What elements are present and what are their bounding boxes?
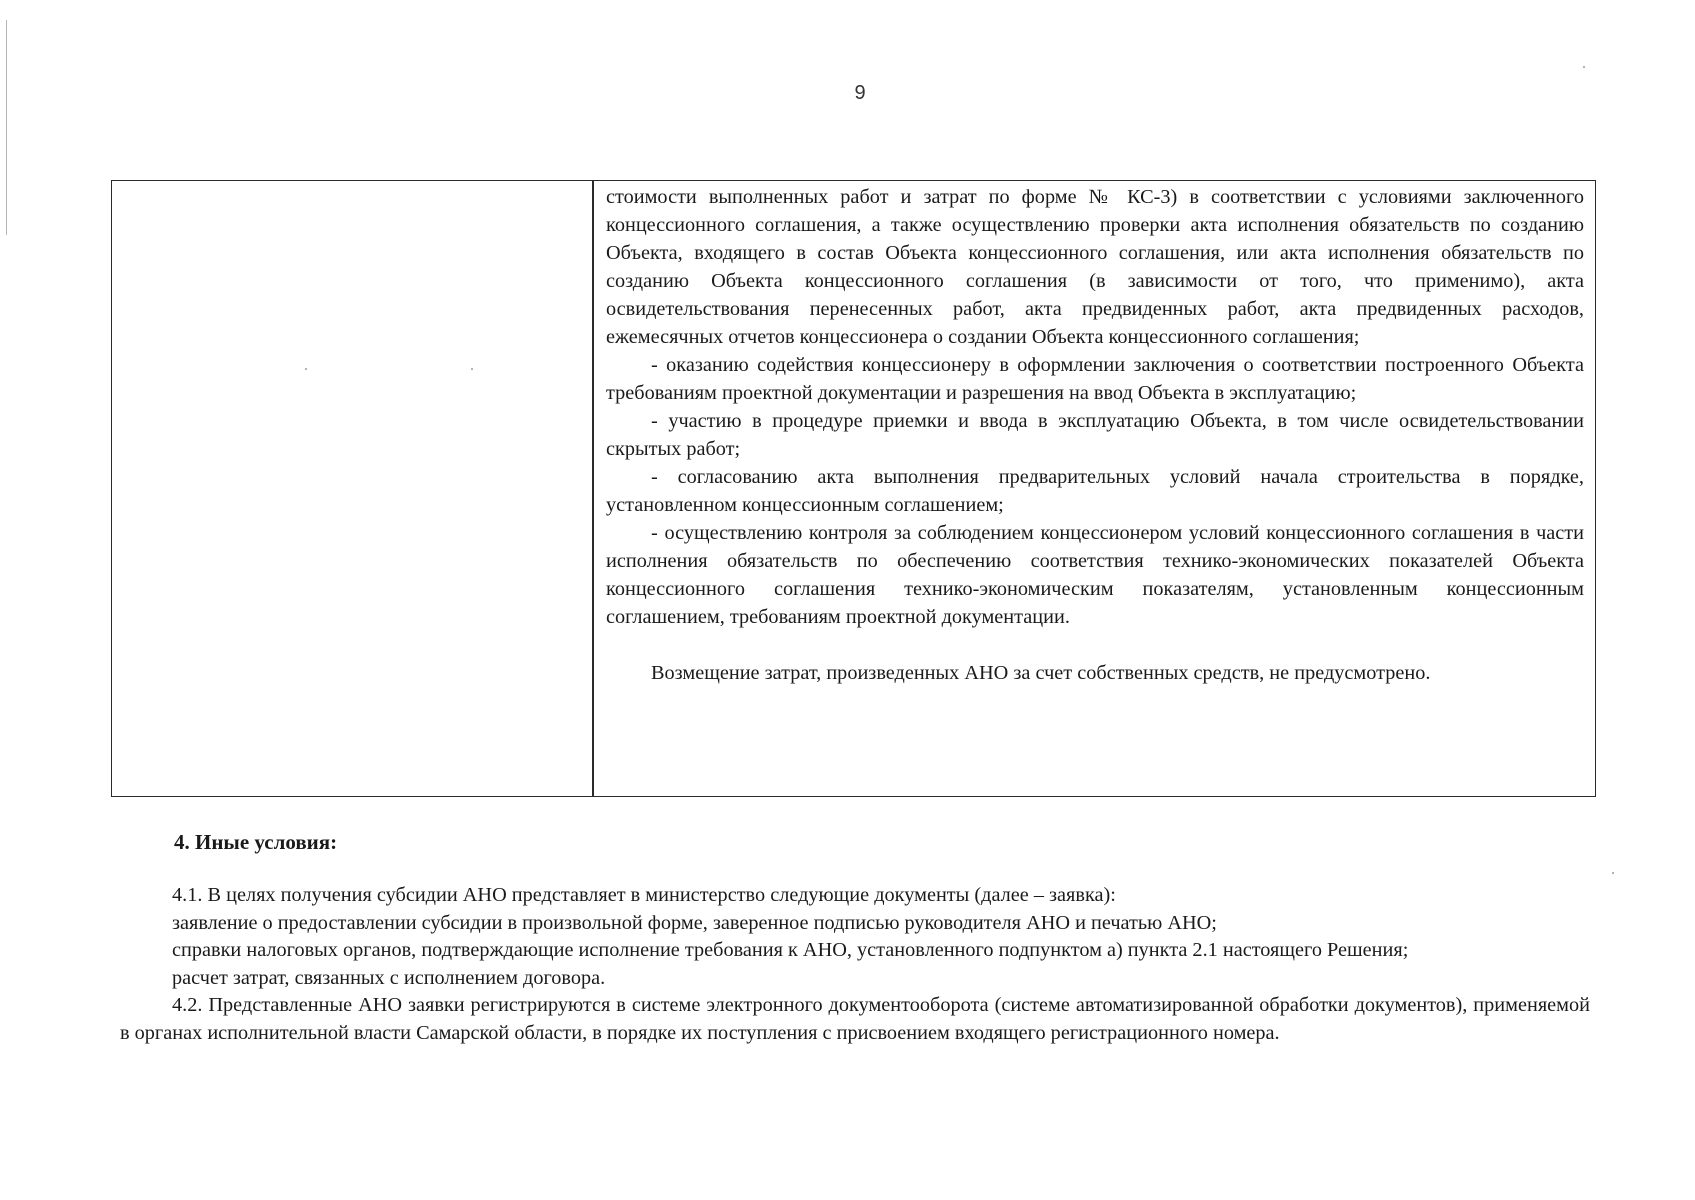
scan-speck bbox=[305, 368, 307, 370]
section-paragraph: справки налоговых органов, подтверждающие исполнение требования к АНО, установленного подпунктом а) пункта 2.1 настоящего Решения; bbox=[172, 939, 1409, 961]
scan-speck bbox=[471, 368, 473, 370]
conditions-table bbox=[111, 180, 1596, 797]
table-paragraph: стоимости выполненных работ и затрат по форме № КС-3) в соответствии с условиями заключенного концессионного соглашения, а также осуществлению проверки акта исполнения обязательств по созданию Объекта, входящего в состав Объекта концессионного соглашения, или акта исполнения обязательств по созданию Объекта концессионного соглашения (в зависимости от того, что применимо), акта освидетельствования перенесенных работ, акта предвиденных работ, акта предвиденных расходов, ежемесячных отчетов концессионера о создании Объекта концессионного соглашения; bbox=[606, 186, 1584, 348]
table-paragraph: - осуществлению контроля за соблюдением концессионером условий концессионного соглашения в части исполнения обязательств по обеспечению соответствия технико-экономических показателей Объекта концессионного соглашения технико-экономическим показателям, установленным концессионным соглашением, требованиям проектной документации. bbox=[606, 522, 1584, 628]
table-column-divider bbox=[592, 181, 594, 796]
section-paragraph: заявление о предоставлении субсидии в произвольной форме, заверенное подписью руководителя АНО и печатью АНО; bbox=[172, 911, 1217, 934]
table-paragraph: - участию в процедуре приемки и ввода в эксплуатацию Объекта, в том числе освидетельствовании скрытых работ; bbox=[606, 410, 1584, 460]
page-number: 9 bbox=[854, 82, 866, 104]
section-paragraph: расчет затрат, связанных с исполнением договора. bbox=[172, 966, 606, 989]
scan-speck bbox=[1583, 66, 1585, 68]
section-paragraph: 4.1. В целях получения субсидии АНО представляет в министерство следующие документы (далее – заявка): bbox=[172, 884, 1116, 906]
table-right-cell bbox=[606, 183, 1584, 687]
table-paragraph: - согласованию акта выполнения предварительных условий начала строительства в порядке, установленном концессионным соглашением; bbox=[606, 466, 1584, 516]
section-body bbox=[120, 882, 1590, 1047]
paragraph-gap bbox=[606, 631, 1584, 659]
scan-edge-mark bbox=[6, 20, 7, 235]
table-paragraph: - оказанию содействия концессионеру в оформлении заключения о соответствии построенного Объекта требованиям проектной документации и разрешения на ввод Объекта в эксплуатацию; bbox=[606, 354, 1584, 404]
table-closing-paragraph: Возмещение затрат, произведенных АНО за счет собственных средств, не предусмотрено. bbox=[651, 662, 1431, 684]
section-heading: 4. Иные условия: bbox=[174, 830, 338, 854]
section-paragraph: 4.2. Представленные АНО заявки регистрируются в системе электронного документооборота (системе автоматизированной обработки документов), применяемой в органах исполнительной власти Самарской области, в порядке их поступления с присвоением входящего регистрационного номера. bbox=[120, 994, 1590, 1044]
scan-speck bbox=[1612, 872, 1614, 874]
